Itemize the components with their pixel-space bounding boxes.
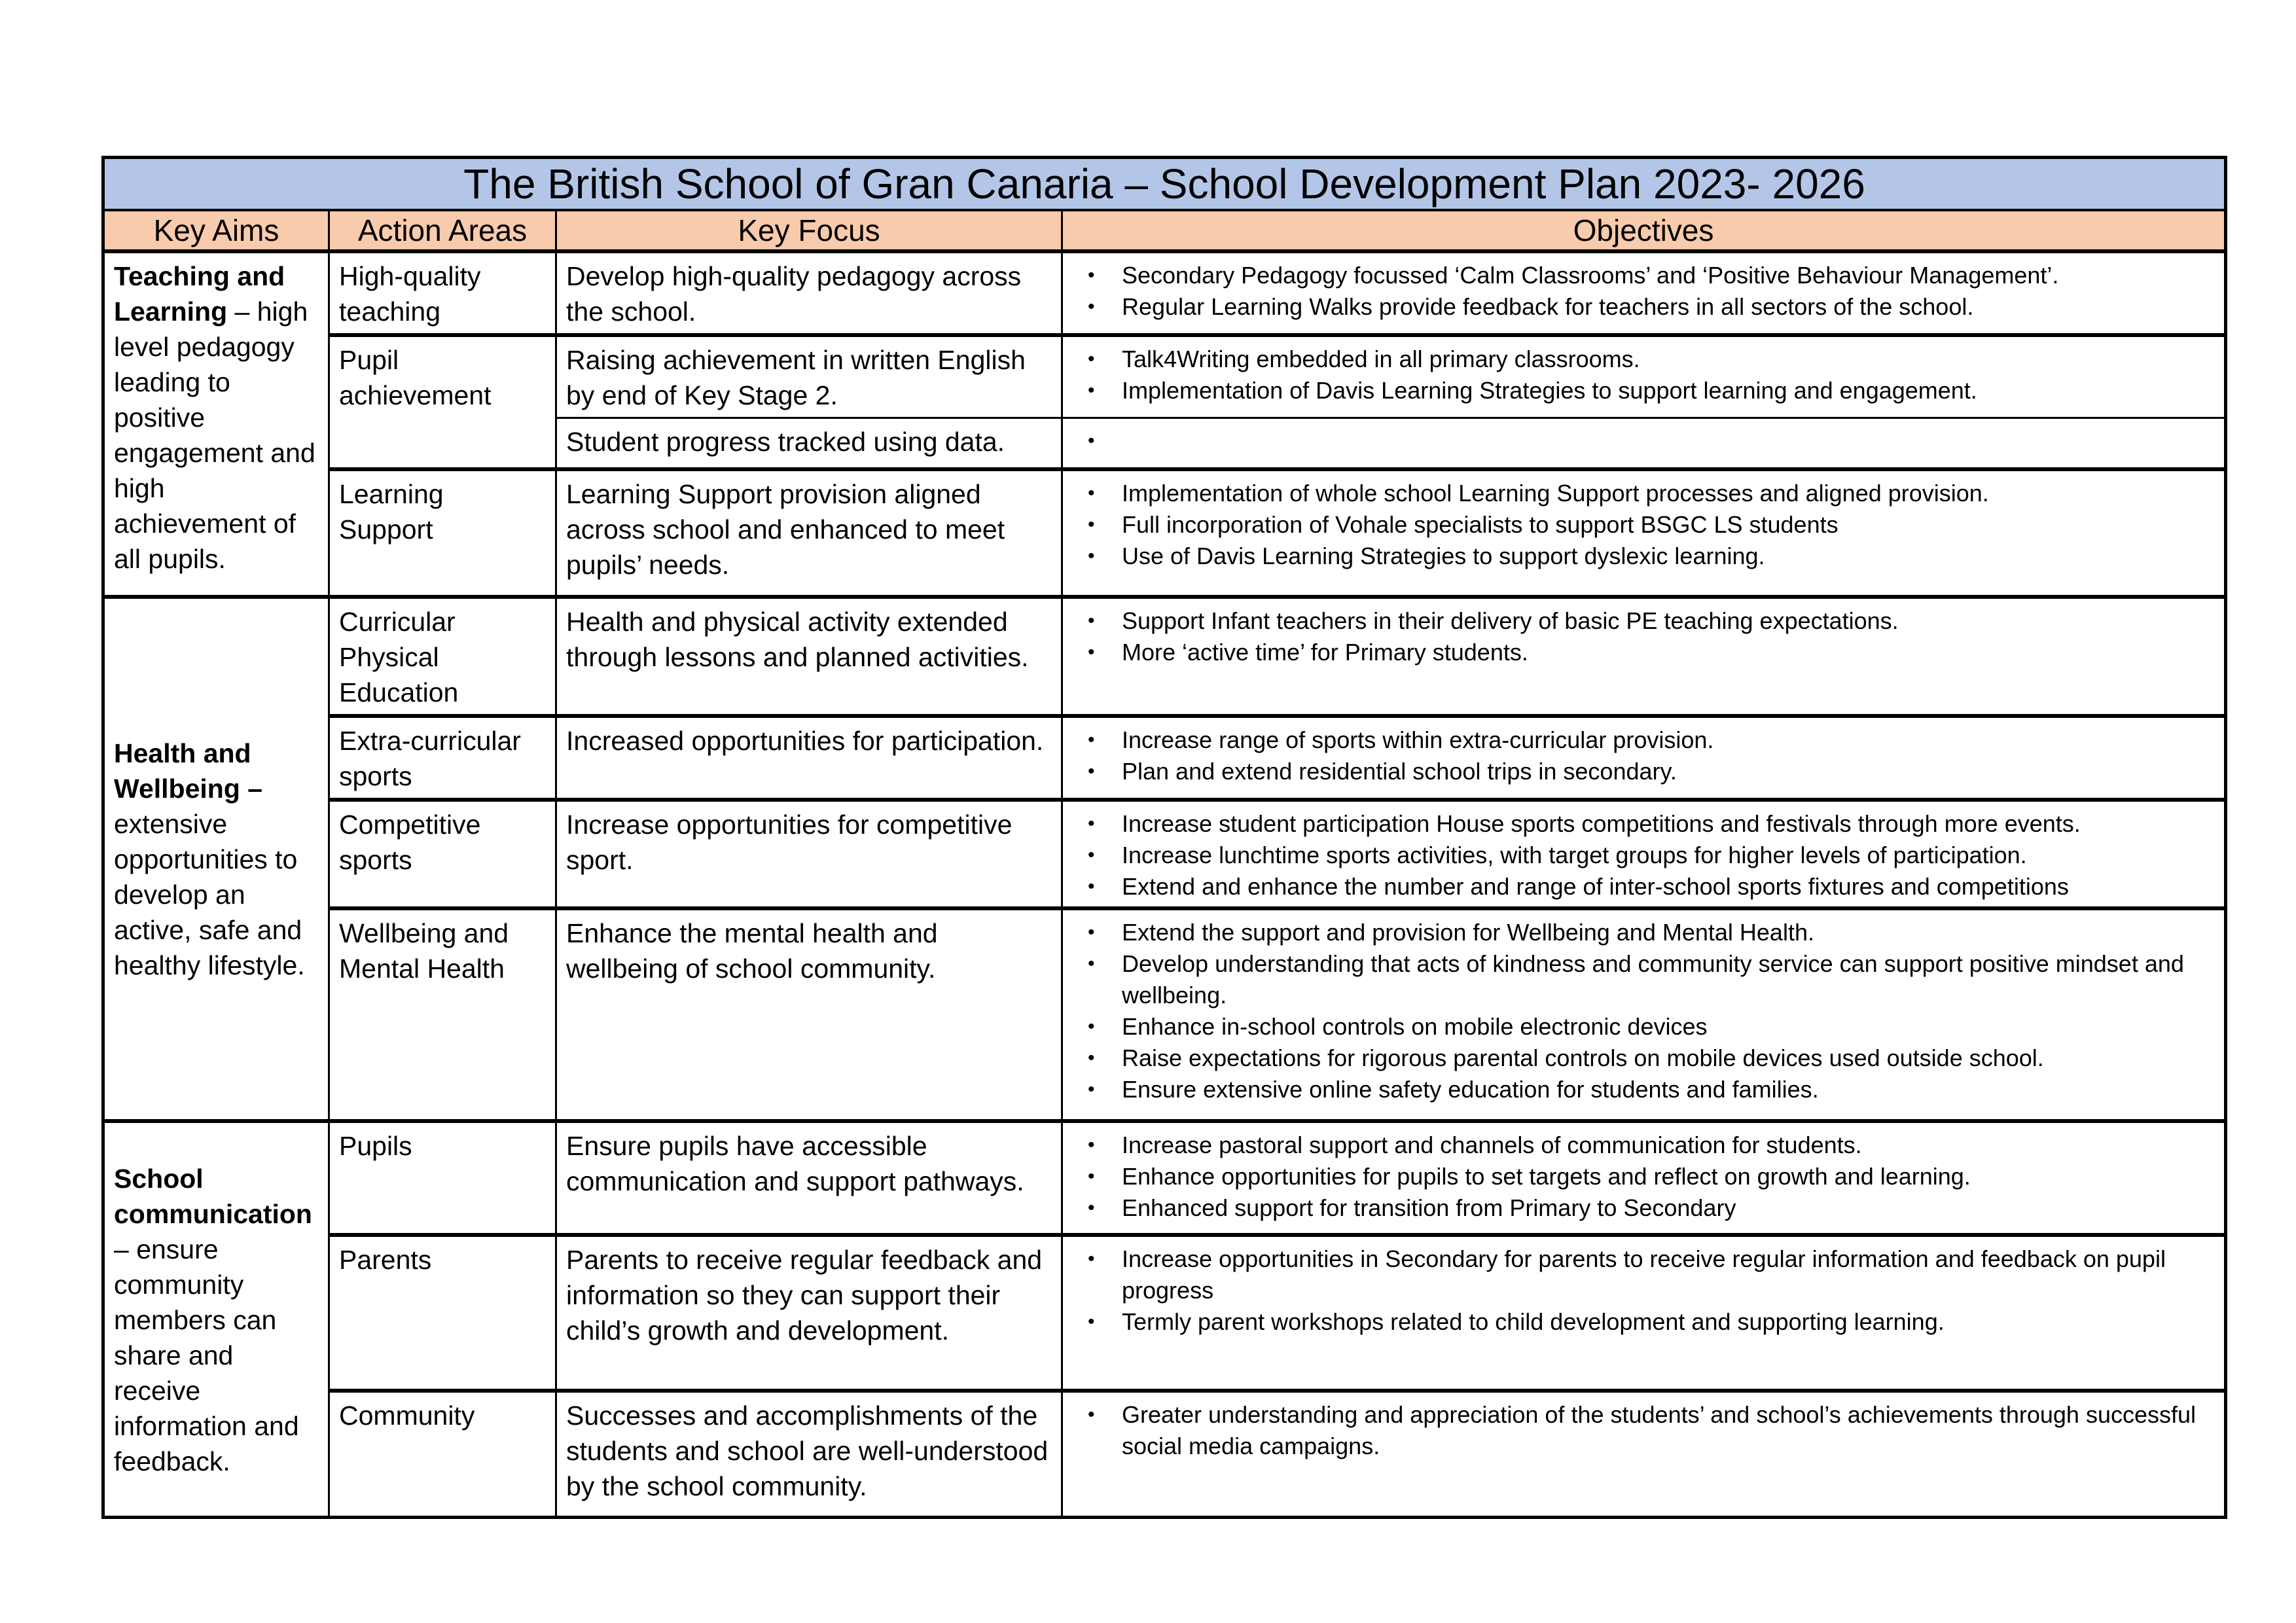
bullet-icon: • [1088, 544, 1095, 567]
objective-item: • Develop understanding that acts of kindness and community service can support positive mindset and wellbeing. [1063, 948, 2211, 1011]
objectives-cell [1062, 1121, 2226, 1235]
table-row [103, 716, 2226, 800]
table-row [103, 800, 2226, 908]
action-area-cell: Learning Support [329, 469, 556, 597]
bullet-icon: • [1088, 296, 1095, 317]
key-focus-cell: Learning Support provision aligned across school and enhanced to meet pupils’ needs. [556, 469, 1062, 597]
bullet-icon: • [1088, 609, 1095, 632]
objective-item: • Increase range of sports within extra-curricular provision. [1063, 724, 2211, 756]
table-row [103, 597, 2226, 716]
bullet-icon: • [1088, 482, 1095, 504]
objectives-cell [1062, 716, 2226, 800]
key-aim-title: Health and Wellbeing – [114, 738, 263, 804]
key-aim-title: Teaching and Learning [114, 261, 285, 327]
objectives-list [1063, 1130, 2211, 1224]
key-focus-cell: Develop high-quality pedagogy across the school. [556, 251, 1062, 335]
key-focus-cell: Student progress tracked using data. [556, 418, 1062, 469]
bullet-icon: • [1088, 1310, 1095, 1332]
table-row [103, 908, 2226, 1121]
objective-item: • Greater understanding and appreciation of the students’ and school’s achievements through successful social media campaigns. [1063, 1399, 2211, 1462]
action-area-cell: Pupil achievement [329, 335, 556, 469]
key-aim-teaching-and-learning [103, 251, 329, 597]
objective-item: • Raise expectations for rigorous parental controls on mobile devices used outside school. [1063, 1043, 2211, 1074]
bullet-icon: • [1088, 728, 1095, 751]
bullet-icon: • [1088, 921, 1095, 943]
objective-item: • Extend the support and provision for Wellbeing and Mental Health. [1063, 917, 2211, 948]
column-header-key-focus: Key Focus [556, 210, 1062, 251]
bullet-icon: • [1088, 760, 1095, 782]
table-row [103, 1391, 2226, 1518]
bullet-icon: • [1088, 641, 1095, 663]
key-aim-description: – ensure community members can share and receive information and feedback. [114, 1234, 299, 1476]
objectives-list [1063, 1399, 2211, 1462]
action-area-cell: Wellbeing and Mental Health [329, 908, 556, 1121]
table-row [103, 1235, 2226, 1391]
objectives-list [1063, 724, 2211, 787]
action-area-cell: Extra-curricular sports [329, 716, 556, 800]
action-area-cell: Curricular Physical Education [329, 597, 556, 716]
key-focus-cell: Successes and accomplishments of the students and school are well-understood by the school community. [556, 1391, 1062, 1518]
bullet-icon: • [1088, 1046, 1095, 1069]
objectives-cell [1062, 908, 2226, 1121]
key-aim-description: extensive opportunities to develop an active, safe and healthy lifestyle. [114, 809, 305, 980]
action-area-cell: Parents [329, 1235, 556, 1391]
key-focus-cell: Increased opportunities for participation. [556, 716, 1062, 800]
objectives-list [1063, 917, 2211, 1105]
objective-item: • Full incorporation of Vohale specialists to support BSGC LS students [1063, 509, 2211, 541]
objectives-list [1063, 808, 2211, 902]
objective-item: • Increase student participation House sports competitions and festivals through more events. [1063, 808, 2211, 840]
table-row [103, 469, 2226, 597]
action-area-cell: High-quality teaching [329, 251, 556, 335]
key-aim-description: – high level pedagogy leading to positive engagement and high achievement of all pupils. [114, 296, 315, 574]
key-focus-cell: Ensure pupils have accessible communication and support pathways. [556, 1121, 1062, 1235]
objectives-list [1063, 425, 2211, 457]
objectives-cell [1062, 597, 2226, 716]
column-header-action-areas: Action Areas [329, 210, 556, 251]
key-focus-cell: Raising achievement in written English by end of Key Stage 2. [556, 335, 1062, 418]
table-row [103, 1121, 2226, 1235]
objective-item: • Support Infant teachers in their delivery of basic PE teaching expectations. [1063, 605, 2211, 637]
column-header-row [103, 210, 2226, 251]
objectives-list [1063, 260, 2211, 323]
objectives-cell [1062, 469, 2226, 597]
objective-item: • Plan and extend residential school trips in secondary. [1063, 756, 2211, 787]
column-header-key-aims: Key Aims [103, 210, 329, 251]
objective-item: • Ensure extensive online safety education for students and families. [1063, 1074, 2211, 1105]
objective-item [1063, 425, 2211, 457]
table-title-row [103, 158, 2226, 211]
objective-item: • Regular Learning Walks provide feedback for teachers in all sectors of the school. [1063, 291, 2211, 323]
key-focus-cell: Health and physical activity extended through lessons and planned activities. [556, 597, 1062, 716]
objective-item: • Enhance opportunities for pupils to set targets and reflect on growth and learning. [1063, 1161, 2211, 1192]
objective-item: • More ‘active time’ for Primary students. [1063, 637, 2211, 668]
bullet-icon: • [1088, 1196, 1095, 1219]
bullet-icon: • [1088, 1403, 1095, 1425]
key-aim-health-and-wellbeing [103, 597, 329, 1121]
action-area-cell: Pupils [329, 1121, 556, 1235]
objective-item: • Implementation of Davis Learning Strategies to support learning and engagement. [1063, 375, 2211, 406]
key-aim-school-communication [103, 1121, 329, 1518]
bullet-icon: • [1088, 844, 1095, 866]
bullet-icon: • [1088, 380, 1095, 401]
objective-item: • Talk4Writing embedded in all primary classrooms. [1063, 344, 2211, 375]
bullet-icon: • [1088, 1165, 1095, 1187]
objective-item: • Enhance in-school controls on mobile electronic devices [1063, 1011, 2211, 1043]
objectives-list [1063, 1243, 2211, 1338]
objective-item: • Secondary Pedagogy focussed ‘Calm Classrooms’ and ‘Positive Behaviour Management’. [1063, 260, 2211, 291]
bullet-icon: • [1088, 1015, 1095, 1037]
objective-item: • Increase opportunities in Secondary for parents to receive regular information and feedback on pupil progress [1063, 1243, 2211, 1306]
objectives-list [1063, 605, 2211, 668]
key-focus-cell: Enhance the mental health and wellbeing of school community. [556, 908, 1062, 1121]
objectives-list [1063, 478, 2211, 572]
bullet-icon: • [1088, 952, 1095, 974]
key-focus-cell: Parents to receive regular feedback and information so they can support their child’s growth and development. [556, 1235, 1062, 1391]
bullet-icon: • [1088, 1078, 1095, 1100]
objectives-cell [1062, 1235, 2226, 1391]
bullet-icon: • [1088, 348, 1095, 370]
bullet-icon: • [1088, 264, 1095, 286]
bullet-icon: • [1088, 1247, 1095, 1270]
objectives-list [1063, 344, 2211, 406]
objective-item: • Termly parent workshops related to child development and supporting learning. [1063, 1306, 2211, 1338]
table-row [103, 251, 2226, 335]
objective-item: • Extend and enhance the number and range of inter-school sports fixtures and competitions [1063, 871, 2211, 902]
document-title: The British School of Gran Canaria – School Development Plan 2023- 2026 [103, 158, 2226, 211]
column-header-objectives: Objectives [1062, 210, 2226, 251]
bullet-icon: • [1088, 430, 1095, 452]
bullet-icon: • [1088, 1133, 1095, 1156]
objective-item: • Enhanced support for transition from Primary to Secondary [1063, 1192, 2211, 1224]
table-row [103, 335, 2226, 418]
objectives-cell [1062, 251, 2226, 335]
objective-item: • Use of Davis Learning Strategies to support dyslexic learning. [1063, 541, 2211, 572]
objectives-cell [1062, 1391, 2226, 1518]
objective-item: • Increase pastoral support and channels of communication for students. [1063, 1130, 2211, 1161]
objectives-cell [1062, 335, 2226, 418]
objective-item: • Implementation of whole school Learning Support processes and aligned provision. [1063, 478, 2211, 509]
bullet-icon: • [1088, 812, 1095, 834]
bullet-icon: • [1088, 875, 1095, 897]
key-aim-title: School communication [114, 1163, 312, 1229]
development-plan-table [101, 156, 2227, 1519]
action-area-cell: Community [329, 1391, 556, 1518]
objectives-cell [1062, 418, 2226, 469]
objective-item: • Increase lunchtime sports activities, with target groups for higher levels of participation. [1063, 840, 2211, 871]
objectives-cell [1062, 800, 2226, 908]
key-focus-cell: Increase opportunities for competitive sport. [556, 800, 1062, 908]
bullet-icon: • [1088, 513, 1095, 535]
action-area-cell: Competitive sports [329, 800, 556, 908]
